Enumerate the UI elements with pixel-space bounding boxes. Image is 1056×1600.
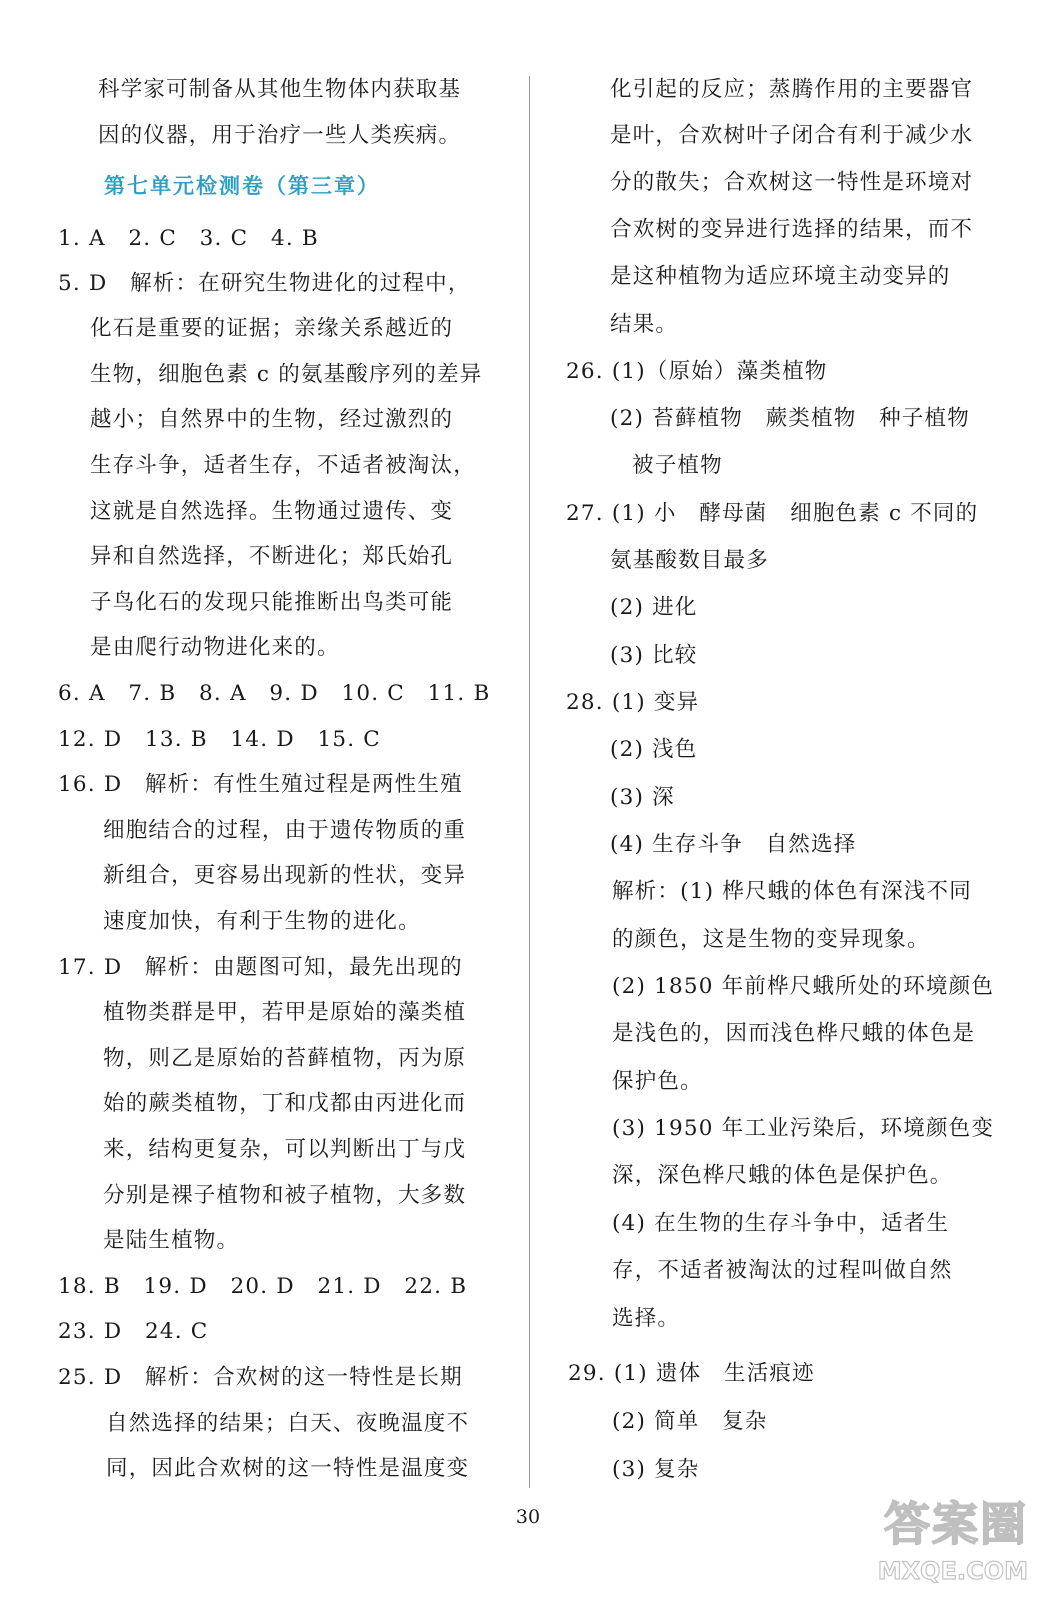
answer-line: 17. D 解析：由题图可知，最先出现的 — [58, 955, 463, 980]
watermark-url: MXQE.COM — [877, 1557, 1028, 1585]
answer-line: 28. (1) 变异 — [566, 690, 700, 715]
answer-line: 是由爬行动物进化来的。 — [90, 635, 340, 660]
answer-line: (2) 简单 复杂 — [612, 1409, 768, 1434]
answer-line: (2) 进化 — [610, 595, 698, 620]
answer-line: 18. B 19. D 20. D 21. D 22. B — [58, 1274, 468, 1299]
answer-line: 合欢树的变异进行选择的结果，而不 — [610, 217, 974, 242]
answer-line: 植物类群是甲，若甲是原始的藻类植 — [103, 1000, 467, 1025]
answer-line: 存，不适者被淘汰的过程叫做自然 — [612, 1258, 953, 1283]
answer-line: (2) 浅色 — [610, 737, 698, 762]
answer-line: 25. D 解析：合欢树的这一特性是长期 — [58, 1365, 463, 1390]
answer-line: 被子植物 — [632, 453, 723, 478]
answer-line: 化石是重要的证据；亲缘关系越近的 — [90, 316, 454, 341]
answer-line: 23. D 24. C — [58, 1319, 209, 1344]
answer-line: 解析：(1) 桦尺蛾的体色有深浅不同 — [612, 879, 972, 904]
answer-line: 16. D 解析：有性生殖过程是两性生殖 — [58, 772, 463, 797]
answer-line: (2) 1850 年前桦尺蛾所处的环境颜色 — [612, 974, 995, 999]
answer-line: 自然选择的结果；白天、夜晚温度不 — [106, 1411, 470, 1436]
answer-line: 5. D 解析：在研究生物进化的过程中， — [58, 271, 471, 296]
answer-line: 12. D 13. B 14. D 15. C — [58, 727, 381, 752]
answer-line: 新组合，更容易出现新的性状，变异 — [103, 863, 467, 888]
answer-line: 29. (1) 遗体 生活痕迹 — [568, 1361, 815, 1386]
answer-line: 分的散失；合欢树这一特性是环境对 — [610, 170, 974, 195]
answer-line: 始的蕨类植物，丁和戊都由丙进化而 — [103, 1091, 467, 1116]
column-divider — [529, 76, 530, 1488]
answer-line: (4) 在生物的生存斗争中，适者生 — [612, 1211, 950, 1236]
answer-line: 是这种植物为适应环境主动变异的 — [610, 264, 951, 289]
answer-line: (3) 复杂 — [612, 1457, 700, 1482]
answer-line: (3) 1950 年工业污染后，环境颜色变 — [612, 1116, 995, 1141]
answer-line: 速度加快，有利于生物的进化。 — [103, 909, 421, 934]
answer-line: (4) 生存斗争 自然选择 — [610, 832, 857, 857]
answer-line: 越小；自然界中的生物，经过激烈的 — [90, 407, 454, 432]
answer-line: 同，因此合欢树的这一特性是温度变 — [106, 1456, 470, 1481]
answer-line: 细胞结合的过程，由于遗传物质的重 — [103, 818, 467, 843]
answer-line: (3) 比较 — [610, 643, 698, 668]
answer-line: 1. A 2. C 3. C 4. B — [58, 226, 319, 251]
answer-line: (3) 深 — [610, 785, 675, 810]
answer-line: 异和自然选择，不断进化；郑氏始孔 — [90, 544, 454, 569]
watermark-logo — [850, 1496, 1028, 1586]
answer-line: 物，则乙是原始的苔藓植物，丙为原 — [103, 1046, 467, 1071]
answer-line: 6. A 7. B 8. A 9. D 10. C 11. B — [58, 681, 491, 706]
answer-line: 来，结构更复杂，可以判断出丁与戊 — [103, 1137, 467, 1162]
section-title: 第七单元检测卷（第三章） — [104, 174, 380, 198]
intro-line: 因的仪器，用于治疗一些人类疾病。 — [98, 123, 462, 148]
answer-line: 是浅色的，因而浅色桦尺蛾的体色是 — [612, 1021, 976, 1046]
intro-line: 科学家可制备从其他生物体内获取基 — [98, 77, 462, 102]
answer-line: 26. (1)（原始）藻类植物 — [566, 359, 828, 384]
answer-line: 结果。 — [610, 312, 679, 337]
answer-line: 氨基酸数目最多 — [610, 548, 769, 573]
answer-line: 的颜色，这是生物的变异现象。 — [612, 927, 930, 952]
answer-line: 深，深色桦尺蛾的体色是保护色。 — [612, 1163, 953, 1188]
answer-line: 选择。 — [612, 1306, 681, 1331]
answer-line: 27. (1) 小 酵母菌 细胞色素 c 不同的 — [566, 501, 979, 526]
answer-line: 化引起的反应；蒸腾作用的主要器官 — [610, 77, 974, 102]
watermark-title: 答案圈 — [884, 1497, 1028, 1551]
answer-line: 生物，细胞色素 c 的氨基酸序列的差异 — [90, 362, 483, 387]
answer-line: 这就是自然选择。生物通过遗传、变 — [90, 499, 454, 524]
answer-line: 子鸟化石的发现只能推断出鸟类可能 — [90, 590, 454, 615]
answer-line: 保护色。 — [612, 1069, 703, 1094]
page-number: 30 — [515, 1506, 541, 1528]
answer-line: 是叶，合欢树叶子闭合有利于减少水 — [610, 123, 974, 148]
answer-line: (2) 苔藓植物 蕨类植物 种子植物 — [610, 406, 970, 431]
answer-line: 分别是裸子植物和被子植物，大多数 — [103, 1183, 467, 1208]
answer-line: 生存斗争，适者生存，不适者被淘汰， — [90, 453, 476, 478]
answer-line: 是陆生植物。 — [103, 1228, 240, 1253]
